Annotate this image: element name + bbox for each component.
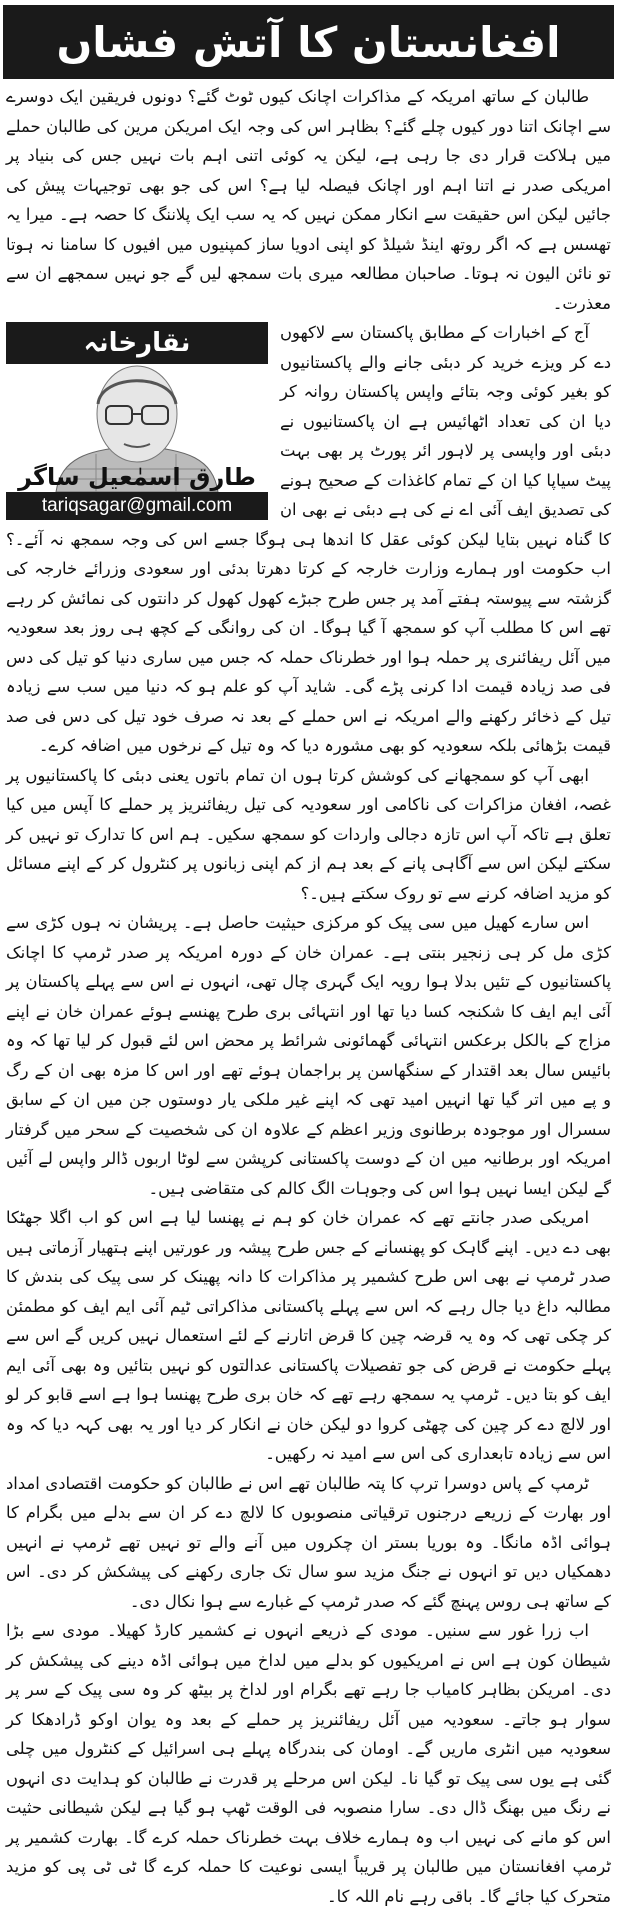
paragraph: ابھی آپ کو سمجھانے کی کوشش کرتا ہوں ان تمام باتوں یعنی دبئی کا پاکستانیوں پر غصہ، افغان مزاکرات کی ناکامی اور سعودیہ کی تیل ریفائنریز پر حملے کا آپس میں کیا تعلق ہے تاکہ آپ اس تازہ دجالی واردات کو سمجھ سکیں۔ ہم اس کا تدارک تو نہیں کر سکتے لیکن اس سے آگاہی پانے کے بعد ہم از کم اپنی زبانوں پر کنٹرول کر کے اپنے مسائل کو مزید اضافہ کرنے سے تو روک سکتے ہیں۔؟ xyxy=(6,765,611,903)
author-name: طارق اسمٰعیل ساگر xyxy=(18,462,256,491)
paragraph: طالبان کے ساتھ امریکہ کے مذاکرات اچانک کیوں ٹوٹ گئے؟ دونوں فریقین ایک دوسرے سے اچانک اتنا دور کیوں چلے گئے؟ بظاہر اس کی وجہ ایک امریکن مرین کی طالبان حملے میں ہلاکت قرار دی جا رہی ہے، لیکن یہ کوئی اتنی اہم بات نہیں جس کی بنیاد پر امریکی صدر نے اتنا اہم اور اچانک فیصلہ لیا ہے؟ اس کی جو بھی توجیہات پیش کی جائیں لیکن اس حقیقت سے انکار ممکن نہیں کہ یہ سب ایک پلاننگ کا حصہ ہے۔ میرا یہ تھسس ہے کہ اگر روتھ اینڈ شیلڈ کو اپنی ادویا ساز کمپنیوں میں افیوں کا سامنا نہ ہوتا تو نائن الیون نہ ہوتا۔ صاحبان مطالعہ میری بات سمجھ لیں گے جو نہیں سمجھے ان سے معذرت۔ xyxy=(6,87,611,313)
column-name: نقارخانہ xyxy=(6,322,268,364)
headline-banner xyxy=(3,5,614,79)
paragraph: اس سارے کھیل میں سی پیک کو مرکزی حیثیت حاصل ہے۔ پریشان نہ ہوں کڑی سے کڑی مل کر ہی زنجیر بنتی ہے۔ عمران خان کے دورہ امریکہ پر صدر ٹرمپ کا اچانک پاکستانیوں کے تئیں بدلا ہوا رویہ ایک گہری چال تھی، انہوں نے اس سے پہلے پاکستان پر آئی ایم ایف کا شکنجہ کسا دیا تھا اور انتہائی بری طرح پھنسے ہوئے عمران خان نے اپنے مزاج کے بالکل برعکس انتہائی گھمائونی شرائط پر محض اس لئے قبول کر لیا تھا کہ وہ بائیس سال بعد اقتدار کے سنگھاسن پر براجمان ہوئے تھے اور اس کا مزہ بھی ان کے رگ و پے میں اتر گیا تھا انہیں امید تھی کہ اپنے غیر ملکی یار دوستوں جن میں ان کے سابق سسرال اور موجودہ برطانوی وزیر اعظم کے علاوہ ان کی شخصیت کے سحر میں گرفتار امریکہ اور برطانیہ میں ان کے دوست پاکستانی کرپشن سے لوٹا اربوں ڈالر واپس لے آئیں گے لیکن ایسا نہیں ہوا اس کی وجوہات الگ کالم کی متقاضی ہیں۔ xyxy=(6,913,611,1198)
author-photo xyxy=(6,364,268,492)
paragraph: آج کے اخبارات کے مطابق پاکستان سے لاکھوں دے کر ویزے خرید کر دبئی جانے والے پاکستانیوں کو بغیر کوئی وجہ بتائے واپس پاکستان روانہ کر دیا ان کی تعداد اٹھائیس ہے ان پاکستانیوں نے دبئی اور واپسی پر لاہور ائر پورٹ پر بھی بہت پیٹ سیاپا کیا ان کے تمام کاغذات کے صحیح ہونے کی تصدیق ایف آئی اے نے کی ہے دبئی نے بھی ان کا گناہ نہیں بتایا لیکن کوئی عقل کا اندھا ہی ہوگا جسے اس کی وجہ سمجھ نہ آئے۔؟ اب حکومت اور ہمارے وزارت خارجہ کے کرتا دھرتا بدئی اور سعودی وزرائے خارجہ کی گزشتہ سے پیوستہ ہفتے آمد پر جس طرح جبڑے کھول کھول کر دانتوں کی نمائش کر رہے تھے اس کا مطلب آپ کو سمجھ آ گیا ہوگا۔ ان کی روانگی کے کچھ ہی روز بعد سعودیہ میں آئل ریفائنری پر حملہ ہوا اور خطرناک حملہ کہ جس میں ساری دنیا کو تیل کی دس فی صد زیادہ قیمت ادا کرنی پڑے گی۔ شاید آپ کو علم ہو کہ دنیا میں سب سے زیادہ تیل کے ذخائر رکھنے والے امریکہ نے اس حملے کے بعد نہ صرف خود تیل کی دس فی صد قیمت بڑھائی بلکہ سعودیہ کو بھی مشورہ دیا کہ وہ تیل کے نرخوں میں اضافہ کرے۔ xyxy=(6,323,611,755)
paragraph: امریکی صدر جانتے تھے کہ عمران خان کو ہم نے پھنسا لیا ہے اس کو اب اگلا جھٹکا بھی دے دیں۔ اپنے گاہک کو پھنسانے کے جس طرح پیشہ ور عورتیں اپنے ہتھیار آزماتی ہیں صدر ٹرمپ نے بھی اس طرح کشمیر پر مذاکرات کا دانہ پھینک کر سی پیک کی بندش کا مطالبہ داغ دیا جال رہے کہ اس سے پہلے پاکستانی مذاکراتی ٹیم آئی ایم ایف کو مطمئن کر چکی تھی کہ وہ یہ قرضہ چین کا قرض اتارنے کے لئے استعمال نہیں کریں گے اس سے پہلے حکومت نے قرض کی جو تفصیلات پاکستانی عدالتوں کو نہیں بتائیں وہ بھی آئی ایم ایف کو بتا دیں۔ ٹرمپ یہ سمجھ رہے تھے کہ خان بری طرح پھنسا ہوا ہے اسے قابو کر لو اور لالچ دے کر چین کی چھٹی کروا دو لیکن خان نے انکار کر دیا اور یہ بھی کہہ دیا کہ وہ اس سے زیادہ تابعداری کی اس سے امید نہ رکھیں۔ xyxy=(6,1208,611,1463)
column-byline-box xyxy=(6,322,268,520)
paragraph: اب زرا غور سے سنیں۔ مودی کے ذریعے انہوں نے کشمیر کارڈ کھیلا۔ مودی سے بڑا شیطان کون ہے اس نے امریکیوں کو بدلے میں لداخ میں ہوائی اڈہ دینے کی پیشکش کر دی۔ امریکن بظاہر کامیاب جا رہے تھے بگرام اور لداخ پر بیٹھ کر وہ سی پیک کے سر پر سوار ہو جاتے۔ سعودیہ میں آئل ریفائنریز پر حملے کے بعد وہ یوان اوکو ڈرادھکا کر سعودیہ میں انٹری ماریں گے۔ اومان کی بندرگاہ پہلے ہی اسرائیل کے کنٹرول میں چلی گئی ہے یوں سی پیک تو گیا نا۔ لیکن اس مرحلے پر قدرت نے طالبان کو ہدایت دی انہوں نے رنگ میں بھنگ ڈال دی۔ سارا منصوبہ فی الوقت ٹھپ ہو گیا ہے لیکن شیطانی حثیت اس کو مانے کی نہیں اب وہ ہمارے خلاف بہت خطرناک حملہ کرے گا۔ بھارت کشمیر پر ٹرمپ افغانستان میں طالبان پر قریباً ایسی نوعیت کا حملہ کرے گا ٹی ٹی پی کو مزید متحرک کیا جائے گا۔ باقی رہے نام اللہ کا۔ xyxy=(6,1621,611,1906)
article-body xyxy=(6,82,611,1911)
author-email[interactable]: tariqsagar@gmail.com xyxy=(6,492,268,520)
paragraph: ٹرمپ کے پاس دوسرا ترپ کا پتہ طالبان تھے اس نے طالبان کو حکومت اقتصادی امداد اور بھارت کے زریعے درجنوں ترقیاتی منصوبوں کا لالچ دے کر ان سے بدلے میں بگرام کا ہوائی اڈہ مانگا۔ وہ بوریا بستر ان چکروں میں آنے والے تو نہیں تھے ٹرمپ نے انہیں دھمکیاں دیں تو انہوں نے جنگ مزید سو سال تک جاری رکھنے کی پیشکش کر دی۔ اس کے ساتھ ہی روس پہنچ گئے کہ صدر ٹرمپ کے غبارے سے ہوا نکال دی۔ xyxy=(6,1473,611,1611)
headline: افغانستان کا آتش فشاں xyxy=(56,17,561,67)
